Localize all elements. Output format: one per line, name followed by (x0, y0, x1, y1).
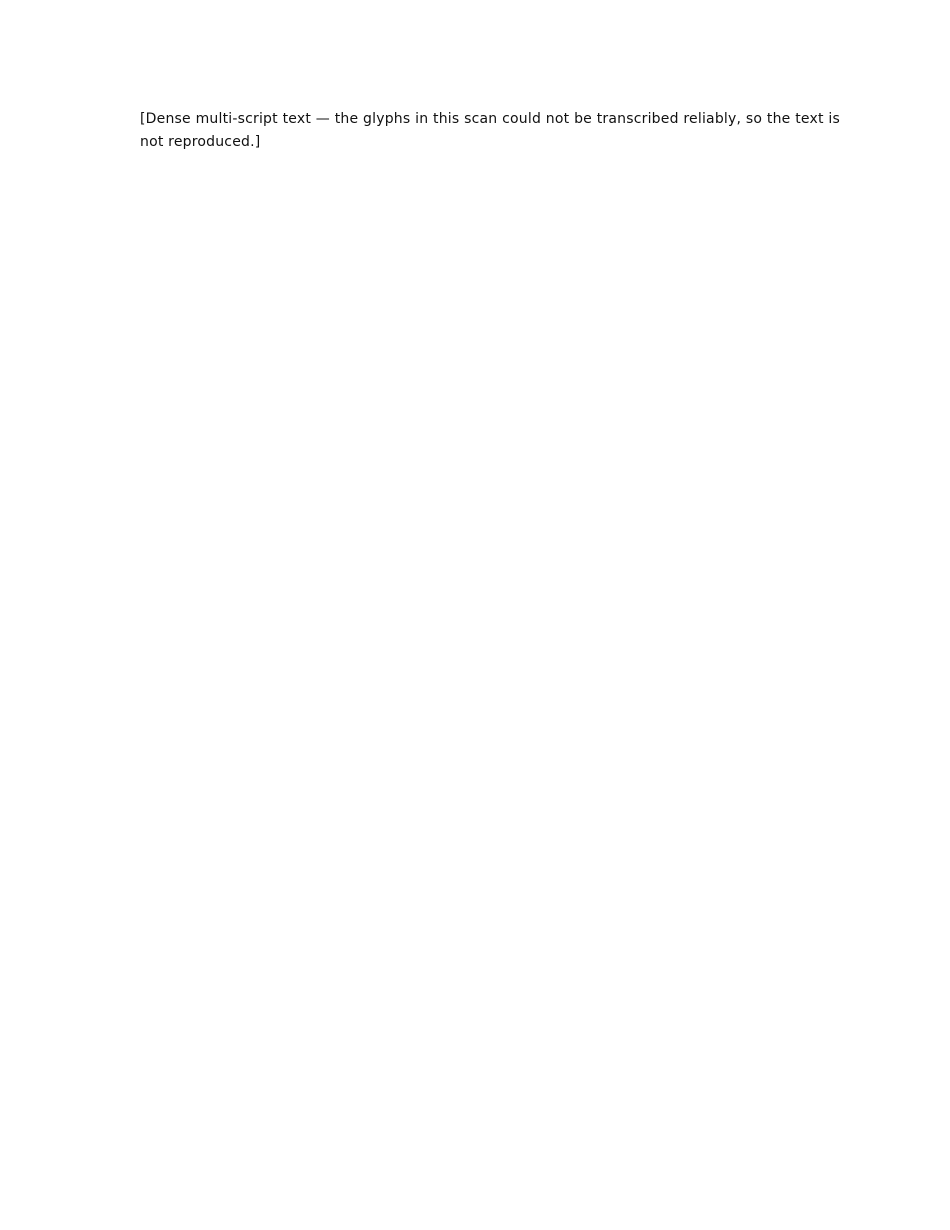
paragraph: [Dense multi-script text — the glyphs in this scan could not be transcribed reliably, so the text is not reproduced.] (140, 111, 845, 150)
document-text-body (140, 108, 845, 168)
